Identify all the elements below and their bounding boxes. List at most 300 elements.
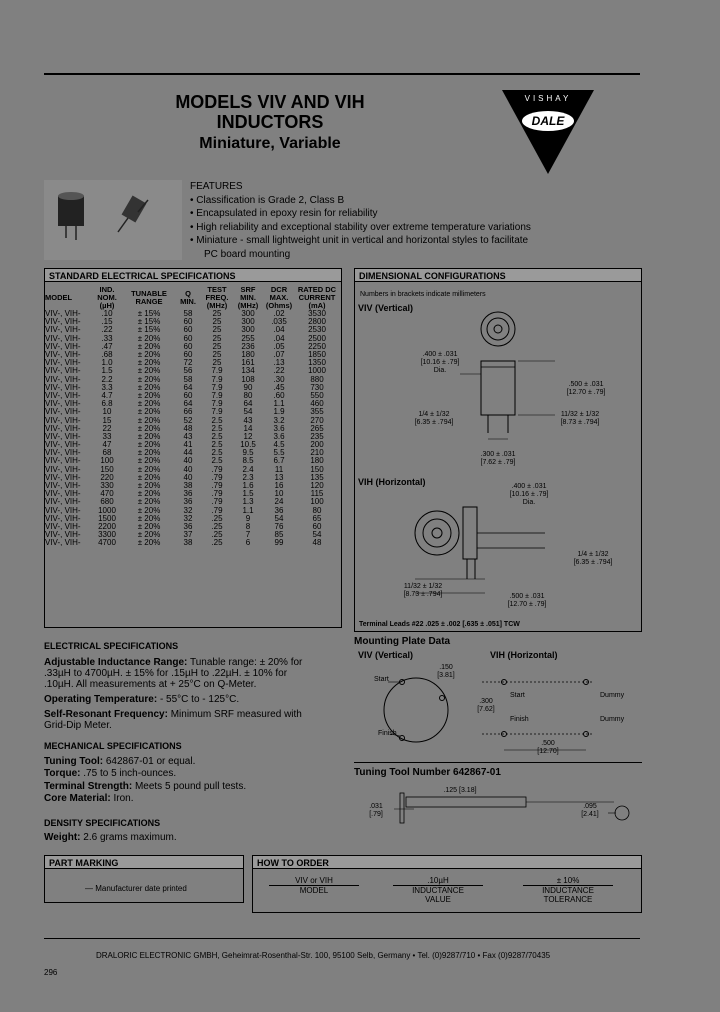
table-cell: 4700 (98, 538, 116, 548)
table-cell: 2.4 (242, 464, 254, 474)
table-cell: VIV-, VIH- (45, 431, 81, 441)
table-row (45, 392, 339, 400)
col-current-header: RATED DC CURRENT (mA) (297, 285, 337, 310)
table-row (45, 310, 339, 318)
table-cell: ± 20% (137, 513, 161, 523)
order-tolerance-value: ± 10% (523, 876, 613, 886)
table-header-row (45, 286, 339, 310)
table-cell: 38 (183, 481, 193, 491)
table-cell: VIV-, VIH- (45, 358, 81, 368)
table-cell: 355 (310, 407, 324, 417)
mounting-vih-label: VIH (Horizontal) (490, 650, 558, 660)
table-row (45, 531, 339, 539)
tool-dim-031: .031 [.79] (369, 803, 383, 818)
table-cell: ± 15% (137, 309, 161, 319)
mechanical-specs-heading: MECHANICAL SPECIFICATIONS (44, 741, 182, 751)
core-material-value: Iron. (113, 793, 134, 804)
table-cell: 255 (241, 333, 255, 343)
table-cell: 115 (310, 489, 324, 499)
tuning-tool-label: Tuning Tool: (44, 755, 104, 767)
table-row (45, 449, 339, 457)
table-cell: ± 20% (137, 472, 161, 482)
table-cell: 7.9 (211, 399, 223, 409)
table-cell: 40 (183, 464, 193, 474)
table-cell: .13 (273, 358, 285, 368)
weight-value: 2.6 grams maximum. (83, 832, 177, 843)
table-cell: 3530 (308, 309, 326, 319)
density-specs-block (44, 818, 344, 843)
table-cell: 300 (241, 325, 255, 335)
table-cell: 8.5 (242, 456, 254, 466)
table-cell: 32 (183, 505, 193, 515)
table-row (45, 457, 339, 465)
table-cell: .79 (211, 505, 223, 515)
table-cell: ± 20% (137, 456, 161, 466)
table-cell: VIV-, VIH- (45, 374, 81, 384)
table-cell: 150 (310, 464, 324, 474)
table-cell: ± 20% (137, 399, 161, 409)
table-cell: .07 (273, 350, 285, 360)
table-row (45, 425, 339, 433)
table-cell: 66 (183, 407, 193, 417)
table-cell: .25 (211, 538, 223, 548)
table-cell: VIV-, VIH- (45, 423, 81, 433)
col-srf-header: SRF MIN. (MHz) (237, 285, 259, 310)
table-cell: 54 (243, 407, 253, 417)
table-cell: VIV-, VIH- (45, 505, 81, 515)
core-material-label: Core Material: (44, 793, 111, 804)
table-cell: VIV-, VIH- (45, 390, 81, 400)
table-cell: 41 (183, 440, 193, 450)
table-cell: 270 (310, 415, 324, 425)
title-line-1: MODELS VIV AND VIH (175, 92, 365, 112)
table-row (45, 376, 339, 384)
table-cell: .30 (273, 374, 285, 384)
table-cell: 60 (183, 350, 193, 360)
table-cell: ± 20% (137, 448, 161, 458)
vih-lead2-dimension: 11/32 ± 1/32 [8.73 ± .794] (403, 583, 443, 598)
table-cell: 25 (212, 341, 222, 351)
table-cell: VIV-, VIH- (45, 382, 81, 392)
table-row (45, 359, 339, 367)
table-cell: 10 (102, 407, 112, 417)
table-cell: ± 20% (137, 358, 161, 368)
torque-label: Torque: (44, 768, 81, 779)
table-cell: VIV-, VIH- (45, 489, 81, 499)
table-cell: .79 (211, 489, 223, 499)
tuning-tool-heading: Tuning Tool Number 642867-01 (354, 767, 501, 778)
mounting-dummy-2: Dummy (600, 716, 625, 723)
table-cell: 24 (274, 497, 284, 507)
logo-vishay-text: VISHAY (524, 94, 572, 103)
table-cell: 2.5 (211, 440, 223, 450)
mounting-dim-300: .300 [7.62] (477, 698, 495, 713)
table-cell: 5.5 (273, 448, 285, 458)
table-cell: 1.5 (101, 366, 113, 376)
table-cell: 6.7 (273, 456, 285, 466)
table-cell: 180 (310, 456, 324, 466)
table-cell: ± 20% (137, 382, 161, 392)
page-title (140, 92, 400, 132)
table-cell: 7.9 (211, 366, 223, 376)
table-cell: 10.5 (240, 440, 256, 450)
table-cell: .04 (273, 333, 285, 343)
col-dcr-header: DCR MAX. (Ohms) (265, 285, 293, 310)
table-cell: ± 20% (137, 481, 161, 491)
dimensional-note: Numbers in brackets indicate millimeters (360, 291, 486, 298)
table-cell: 33 (102, 431, 112, 441)
viv-dia-dimension: .400 ± .031 [10.16 ± .79] Dia. (420, 351, 460, 374)
table-cell: .60 (273, 390, 285, 400)
srf-value-2: Grid-Dip Meter. (44, 720, 112, 731)
terminal-strength-value: Meets 5 pound pull tests. (134, 780, 247, 792)
table-cell: 54 (312, 530, 322, 540)
page-subtitle: Miniature, Variable (199, 135, 341, 152)
table-cell: 3.6 (273, 423, 285, 433)
mounting-start-viv: Start (374, 676, 389, 683)
viv-vertical-label: VIV (Vertical) (358, 303, 414, 313)
table-cell: 2.2 (101, 374, 113, 384)
viv-vertical-drawing (355, 309, 641, 449)
table-cell: VIV-, VIH- (45, 497, 81, 507)
mounting-heading: Mounting Plate Data (354, 636, 451, 647)
table-cell: 300 (241, 309, 255, 319)
electrical-specs-block (44, 641, 344, 731)
order-tolerance-col (523, 876, 613, 904)
table-cell: 880 (310, 374, 324, 384)
table-row (45, 343, 339, 351)
electrical-specs-heading: ELECTRICAL SPECIFICATIONS (44, 641, 179, 651)
table-cell: VIV-, VIH- (45, 481, 81, 491)
table-cell: VIV-, VIH- (45, 464, 81, 474)
table-cell: VIV-, VIH- (45, 333, 81, 343)
table-cell: 2200 (98, 521, 116, 531)
table-cell: 7.9 (211, 407, 223, 417)
table-cell: 2500 (308, 333, 326, 343)
table-cell: 3.3 (101, 382, 113, 392)
table-cell: 36 (183, 521, 193, 531)
table-cell: 8 (245, 521, 251, 531)
table-cell: .25 (211, 530, 223, 540)
order-inductance-col (393, 876, 483, 904)
part-marking-text: — Manufacturer date printed (85, 884, 187, 893)
table-cell: ± 20% (137, 374, 161, 384)
table-cell: .79 (211, 464, 223, 474)
table-cell: 460 (310, 399, 324, 409)
table-cell: VIV-, VIH- (45, 407, 81, 417)
adj-range-label: Adjustable Inductance Range: (44, 657, 188, 668)
tuning-tool-section (354, 762, 642, 833)
feature-item: • Encapsulated in epoxy resin for reliability (190, 208, 378, 219)
table-cell: 65 (312, 513, 322, 523)
table-cell: 99 (274, 538, 284, 548)
table-cell: 32 (183, 513, 193, 523)
viv-lead2-dimension: 11/32 ± 1/32 [8.73 ± .794] (560, 411, 600, 426)
table-cell: ± 20% (137, 423, 161, 433)
table-row (45, 351, 339, 359)
table-cell: ± 20% (137, 366, 161, 376)
table-cell: 64 (183, 382, 193, 392)
table-cell: .68 (101, 350, 113, 360)
col-q-header: Q MIN. (180, 289, 196, 306)
adj-range-line2: .33µH to 4700µH. ± 15% for .15µH to .22µH. ± 10% for (44, 668, 288, 679)
tool-dim-125: .125 [3.18] (443, 787, 477, 794)
page-number: 296 (44, 968, 58, 977)
table-cell: ± 15% (137, 325, 161, 335)
table-cell: 54 (274, 513, 284, 523)
table-cell: 7.9 (211, 390, 223, 400)
table-cell: 22 (102, 423, 112, 433)
table-cell: .05 (273, 341, 285, 351)
mounting-start-vih: Start (510, 692, 525, 699)
table-cell: 60 (312, 521, 322, 531)
table-cell: 1000 (308, 366, 326, 376)
table-cell: ± 20% (137, 440, 161, 450)
mounting-dim-150: .150 [3.81] (437, 664, 455, 679)
table-cell: 120 (310, 481, 324, 491)
table-cell: 44 (183, 448, 193, 458)
dimensional-heading: DIMENSIONAL CONFIGURATIONS (355, 269, 641, 282)
order-tolerance-label: INDUCTANCE TOLERANCE (542, 886, 594, 904)
srf-label: Self-Resonant Frequency: (44, 709, 168, 720)
table-cell: 12 (243, 431, 253, 441)
logo-dale-text: DALE (531, 114, 565, 128)
table-cell: 1.0 (101, 358, 113, 368)
table-cell: 1.1 (273, 399, 285, 409)
density-specs-heading: DENSITY SPECIFICATIONS (44, 818, 161, 828)
terminal-leads-note: Terminal Leads #22 .025 ± .002 [.635 ± .051] TCW (359, 621, 520, 628)
title-line-2: INDUCTORS (216, 112, 324, 132)
table-cell: .25 (211, 521, 223, 531)
table-cell: 60 (183, 325, 193, 335)
table-cell: .22 (101, 325, 113, 335)
table-cell: 38 (183, 538, 193, 548)
order-model-col (269, 876, 359, 895)
features-block (190, 180, 630, 261)
table-cell: 2.5 (211, 456, 223, 466)
adj-range-value: Tunable range: ± 20% for (189, 657, 303, 668)
table-cell: 100 (310, 497, 324, 507)
order-inductance-label: INDUCTANCE VALUE (412, 886, 464, 904)
table-cell: 60 (183, 341, 193, 351)
table-cell: 7.9 (211, 382, 223, 392)
vih-lead-dimension: 1/4 ± 1/32 [6.35 ± .794] (573, 551, 613, 566)
table-cell: 7 (245, 530, 251, 540)
table-cell: 135 (310, 472, 324, 482)
mounting-dummy-1: Dummy (600, 692, 625, 699)
table-cell: .33 (101, 333, 113, 343)
order-model-label: MODEL (299, 886, 329, 895)
table-cell: 80 (243, 390, 253, 400)
table-cell: ± 20% (137, 415, 161, 425)
order-inductance-value: .10µH (393, 876, 483, 886)
table-cell: 48 (312, 538, 322, 548)
table-cell: 300 (241, 317, 255, 327)
table-cell: .45 (273, 382, 285, 392)
table-cell: ± 20% (137, 489, 161, 499)
table-cell: 2.5 (211, 415, 223, 425)
table-cell: 3.6 (273, 431, 285, 441)
table-cell: ± 20% (137, 333, 161, 343)
dimensional-config-box (354, 268, 642, 632)
table-cell: .22 (273, 366, 285, 376)
order-model-value: VIV or VIH (269, 876, 359, 886)
table-row (45, 400, 339, 408)
table-cell: .15 (101, 317, 113, 327)
table-cell: 60 (183, 333, 193, 343)
col-freq-header: TEST FREQ. (MHz) (205, 285, 229, 310)
table-row (45, 367, 339, 375)
mounting-dim-500: .500 [12.70] (537, 740, 559, 755)
table-cell: 330 (100, 481, 114, 491)
table-cell: 36 (183, 489, 193, 499)
table-cell: 550 (310, 390, 324, 400)
adj-range-line3: .10µH. All measurements at + 25°C on Q-Meter. (44, 679, 257, 690)
table-row (45, 539, 339, 547)
table-cell: VIV-, VIH- (45, 399, 81, 409)
table-cell: 3.2 (273, 415, 285, 425)
table-cell: ± 20% (137, 390, 161, 400)
table-row (45, 326, 339, 334)
table-row (45, 384, 339, 392)
vih-horizontal-label: VIH (Horizontal) (358, 477, 426, 487)
table-cell: 1.5 (242, 489, 254, 499)
table-cell: VIV-, VIH- (45, 440, 81, 450)
table-cell: ± 15% (137, 317, 161, 327)
table-cell: ± 20% (137, 497, 161, 507)
table-cell: 40 (183, 472, 193, 482)
table-cell: 2530 (308, 325, 326, 335)
table-cell: 25 (212, 350, 222, 360)
table-cell: 9 (245, 513, 251, 523)
table-cell: 52 (183, 415, 193, 425)
feature-item: • Classification is Grade 2, Class B (190, 194, 345, 206)
table-cell: 16 (274, 481, 284, 491)
table-cell: 25 (212, 358, 222, 368)
table-cell: VIV-, VIH- (45, 415, 81, 425)
table-cell: 108 (241, 374, 255, 384)
table-cell: 25 (212, 317, 222, 327)
table-row (45, 466, 339, 474)
table-cell: 236 (241, 341, 255, 351)
table-cell: 1.9 (273, 407, 285, 417)
table-cell: ± 20% (137, 407, 161, 417)
table-cell: .79 (211, 472, 223, 482)
mechanical-specs-block (44, 740, 344, 806)
table-cell: 1000 (98, 505, 116, 515)
table-row (45, 482, 339, 490)
mounting-plate-section (354, 636, 642, 760)
table-cell: 85 (274, 530, 284, 540)
table-cell: 200 (310, 440, 324, 450)
table-row (45, 318, 339, 326)
table-cell: 730 (310, 382, 324, 392)
table-cell: 1.6 (242, 481, 254, 491)
table-cell: .04 (273, 325, 285, 335)
table-cell: ± 20% (137, 538, 161, 548)
table-cell: VIV-, VIH- (45, 350, 81, 360)
electrical-spec-table (45, 286, 339, 547)
table-cell: 2800 (308, 317, 326, 327)
table-cell: 2250 (308, 341, 326, 351)
product-photo (44, 180, 182, 260)
feature-item: PC board mounting (204, 248, 291, 260)
table-cell: 2.5 (211, 431, 223, 441)
table-cell: 64 (183, 399, 193, 409)
table-cell: 25 (212, 333, 222, 343)
feature-item: • High reliability and exceptional stability over extreme temperature variations (190, 221, 531, 233)
table-cell: 3300 (98, 530, 116, 540)
table-cell: 58 (183, 374, 193, 384)
col-range-header: TUNABLE RANGE (131, 289, 167, 306)
table-cell: 43 (243, 415, 253, 425)
table-cell: 150 (100, 464, 114, 474)
part-marking-box (44, 855, 244, 903)
table-cell: 15 (102, 415, 112, 425)
table-cell: 11 (274, 464, 284, 474)
table-cell: 58 (183, 309, 193, 319)
electrical-table-heading: STANDARD ELECTRICAL SPECIFICATIONS (45, 269, 341, 282)
table-cell: 76 (274, 521, 284, 531)
tuning-tool-value: 642867-01 or equal. (105, 755, 196, 767)
table-cell: 7.9 (211, 374, 223, 384)
table-cell: ± 20% (137, 521, 161, 531)
table-cell: 2.5 (211, 448, 223, 458)
terminal-strength-label: Terminal Strength: (44, 780, 133, 792)
table-cell: 220 (100, 472, 114, 482)
how-to-order-box (252, 855, 642, 913)
top-rule (44, 73, 640, 75)
viv-height-dimension: .500 ± .031 [12.70 ± .79] (566, 381, 606, 396)
vih-dia-dimension: .400 ± .031 [10.16 ± .79] Dia. (509, 483, 549, 506)
torque-value: .75 to 5 inch-ounces. (83, 768, 177, 779)
table-cell: 13 (274, 472, 284, 482)
table-cell: 1.1 (242, 505, 254, 515)
table-cell: 161 (241, 358, 255, 368)
table-cell: VIV-, VIH- (45, 366, 81, 376)
footer-address: DRALORIC ELECTRONIC GMBH, Geheimrat-Rosenthal-Str. 100, 95100 Selb, Germany • Tel. (0)9287/710 • Fax (0)9287/70435 (96, 951, 551, 960)
table-cell: 680 (100, 497, 114, 507)
table-row (45, 416, 339, 424)
table-cell: 470 (100, 489, 114, 499)
col-model-header: MODEL (45, 293, 73, 302)
table-cell: 36 (274, 505, 284, 515)
how-to-order-heading: HOW TO ORDER (253, 856, 641, 869)
table-cell: VIV-, VIH- (45, 325, 81, 335)
table-row (45, 433, 339, 441)
table-cell: VIV-, VIH- (45, 530, 81, 540)
viv-spacing-dimension: .300 ± .031 [7.62 ± .79] (480, 451, 516, 466)
table-cell: 80 (312, 505, 322, 515)
table-cell: 265 (310, 423, 324, 433)
table-cell: 60 (183, 317, 193, 327)
table-cell: 1850 (308, 350, 326, 360)
table-cell: 10 (274, 489, 284, 499)
table-row (45, 490, 339, 498)
table-cell: 47 (102, 440, 112, 450)
table-cell: 4.7 (101, 390, 113, 400)
viv-lead-dimension: 1/4 ± 1/32 [6.35 ± .794] (414, 411, 454, 426)
weight-label: Weight: (44, 832, 81, 843)
table-cell: 36 (183, 497, 193, 507)
table-row (45, 441, 339, 449)
table-cell: .10 (101, 309, 113, 319)
table-cell: VIV-, VIH- (45, 538, 81, 548)
table-cell: 9.5 (242, 448, 254, 458)
part-marking-heading: PART MARKING (45, 856, 243, 869)
table-row (45, 408, 339, 416)
col-ind-header: IND. NOM. (µH) (97, 285, 117, 310)
